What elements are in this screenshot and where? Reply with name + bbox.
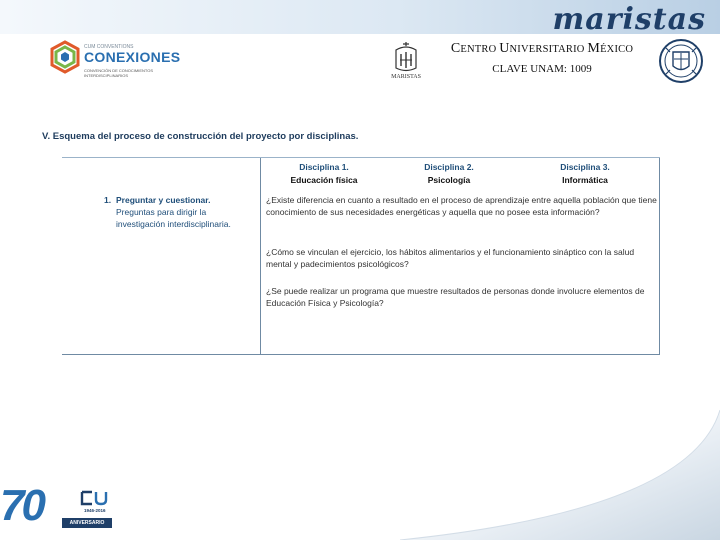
cum-mini-logo-icon xyxy=(78,488,114,508)
discipline-number: Disciplina 1. xyxy=(299,162,349,172)
institution-rest: NIVERSITARIO xyxy=(509,44,588,55)
institution-initial: M xyxy=(587,41,601,56)
institution-block xyxy=(430,40,654,75)
question-2: ¿Cómo se vinculan el ejercicio, los hábitos alimentarios y el funcionamiento sináptico con la salud mental y padecimientos psicológicos? xyxy=(266,247,635,269)
header-band xyxy=(0,0,720,37)
institution-name xyxy=(430,40,654,57)
step-heading xyxy=(104,194,256,206)
anniversary-label: ANIVERSARIO xyxy=(62,518,112,528)
conexiones-small-text: CUM CONVENTIONS xyxy=(84,44,134,50)
step-label xyxy=(104,194,256,230)
discipline-number: Disciplina 2. xyxy=(424,162,474,172)
conexiones-tagline: CONVENCIÓN DE CONOCIMIENTOS INTERDISCIPLINARIOS xyxy=(84,68,154,78)
table-top-rule xyxy=(62,157,660,158)
discipline-table xyxy=(62,157,660,355)
section-title: V. Esquema del proceso de construcción del proyecto por disciplinas. xyxy=(42,131,359,142)
conexiones-logo-icon xyxy=(48,40,82,74)
discipline-header-2 xyxy=(384,161,514,187)
maristas-brand-logo: maristas xyxy=(552,2,706,37)
table-column-rule xyxy=(260,158,261,355)
step-number: 1. xyxy=(104,195,112,205)
discipline-name: Psicología xyxy=(427,175,471,185)
unam-seal-icon xyxy=(658,38,704,84)
question-3: ¿Se puede realizar un programa que muestre resultados de personas donde involucre elementos de Educación Física y Psicología? xyxy=(266,286,645,308)
institution-rest: ÉXICO xyxy=(600,44,634,55)
discipline-number: Disciplina 3. xyxy=(560,162,610,172)
anniversary-logo xyxy=(0,481,130,532)
discipline-name: Informática xyxy=(562,175,608,185)
step-heading-text: Preguntar y cuestionar. xyxy=(116,195,211,205)
institution-initial: C xyxy=(450,41,461,56)
maristas-emblem-icon xyxy=(388,40,424,74)
table-bottom-rule xyxy=(62,354,660,355)
maristas-emblem xyxy=(388,40,424,82)
institution-rest: ENTRO xyxy=(460,44,500,55)
unam-seal xyxy=(658,38,704,84)
anniversary-number: 70 xyxy=(0,481,43,530)
anniversary-years: 1946-2016 xyxy=(84,508,106,513)
institution-initial: U xyxy=(499,41,510,56)
decorative-page-curl xyxy=(400,400,720,540)
conexiones-title: CONEXIONES xyxy=(84,49,181,65)
emblem-caption: MARISTAS xyxy=(391,74,421,80)
step-body: Preguntas para dirigir la investigación interdisciplinaria. xyxy=(116,207,231,229)
question-1: ¿Existe diferencia en cuanto a resultado en el proceso de aprendizaje entre aquella población que tiene conocimiento de sus necesidades energéticas y aquella que no posee esta información? xyxy=(266,195,657,217)
discipline-name: Educación física xyxy=(290,175,358,185)
conexiones-logo xyxy=(48,40,188,80)
clave-unam: CLAVE UNAM: 1009 xyxy=(492,63,592,75)
discipline-header-3 xyxy=(520,161,650,187)
table-right-rule xyxy=(659,158,660,355)
discipline-header-1 xyxy=(259,161,389,187)
